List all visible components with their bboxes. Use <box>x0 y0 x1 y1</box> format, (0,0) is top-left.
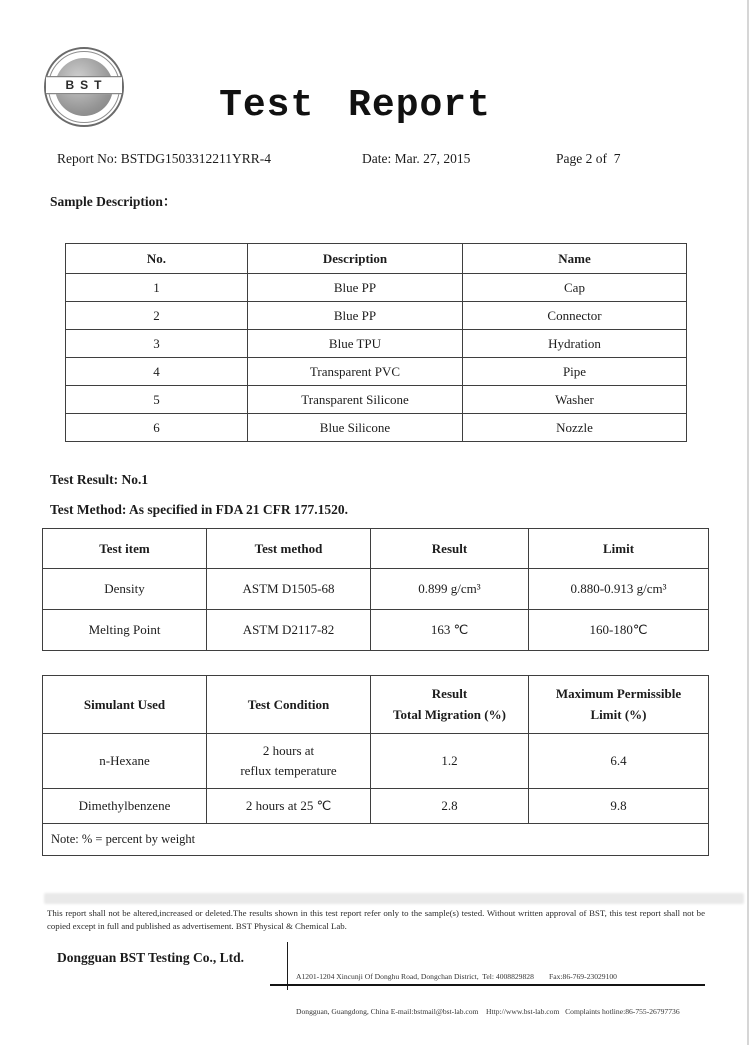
address-line-2: Dongguan, Guangdong, China E-mail:bstmail@bst-lab.com Http://www.bst-lab.com Complaints hotline:86-755-26797736 <box>296 1006 680 1016</box>
company-address <box>296 948 716 1040</box>
test-method-heading: Test Method: As specified in FDA 21 CFR 177.1520. <box>50 502 349 517</box>
scan-artifact-band <box>44 893 744 904</box>
cell-limit: 9.8 <box>529 789 709 824</box>
cell-result: 2.8 <box>371 789 529 824</box>
table-header-row <box>66 244 687 274</box>
table-row <box>66 386 687 414</box>
cell-no: 2 <box>66 302 248 330</box>
cell-simulant: n-Hexane <box>43 734 207 789</box>
cell-test-method: ASTM D1505-68 <box>207 569 371 610</box>
cell-no: 6 <box>66 414 248 442</box>
table-row <box>66 330 687 358</box>
physical-test-table <box>42 528 709 651</box>
cell-no: 5 <box>66 386 248 414</box>
cell-condition: 2 hours at 25 ℃ <box>207 789 371 824</box>
disclaimer-text: This report shall not be altered,increased or deleted.The results shown in this test report refer only to the sample(s) tested. Without written approval of BST, this test report shall not be copied except in full and published as advertisement. BST Physical & Chemical Lab. <box>47 908 705 931</box>
cell-name: Washer <box>463 386 687 414</box>
table-row <box>66 414 687 442</box>
col-limit: Limit <box>529 529 709 569</box>
test-result-heading: Test Result: No.1 <box>50 472 149 487</box>
cell-limit: 0.880-0.913 g/cm³ <box>529 569 709 610</box>
cell-limit: 6.4 <box>529 734 709 789</box>
table-row <box>43 734 709 789</box>
col-no: No. <box>66 244 248 274</box>
cell-test-item: Melting Point <box>43 610 207 651</box>
col-test-item: Test item <box>43 529 207 569</box>
table-header-row <box>43 529 709 569</box>
col-description: Description <box>248 244 463 274</box>
cell-name: Pipe <box>463 358 687 386</box>
cell-description: Blue PP <box>248 302 463 330</box>
table-row <box>43 569 709 610</box>
table-row <box>66 358 687 386</box>
col-maximum-permissible-limit: Maximum Permissible Limit (%) <box>529 676 709 734</box>
cell-description: Transparent Silicone <box>248 386 463 414</box>
cell-limit: 160-180℃ <box>529 610 709 651</box>
address-line-1: A1201-1204 Xincunji Of Donghu Road, Dongchan District, Tel: 4008829828 Fax:86-769-23029100 <box>296 972 617 981</box>
cell-description: Blue TPU <box>248 330 463 358</box>
cell-result: 163 ℃ <box>371 610 529 651</box>
migration-test-table <box>42 675 709 856</box>
sample-description-heading: Sample Description： <box>50 194 177 209</box>
table-row <box>43 610 709 651</box>
col-result-total-migration: Result Total Migration (%) <box>371 676 529 734</box>
cell-result: 1.2 <box>371 734 529 789</box>
cell-no: 4 <box>66 358 248 386</box>
cell-simulant: Dimethylbenzene <box>43 789 207 824</box>
cell-name: Hydration <box>463 330 687 358</box>
report-date: Date: Mar. 27, 2015 <box>362 151 471 166</box>
cell-result: 0.899 g/cm³ <box>371 569 529 610</box>
table-note-row <box>43 824 709 856</box>
table-header-row <box>43 676 709 734</box>
col-simulant-used: Simulant Used <box>43 676 207 734</box>
cell-description: Blue PP <box>248 274 463 302</box>
table-row <box>43 789 709 824</box>
col-test-condition: Test Condition <box>207 676 371 734</box>
bst-logo-text: BST <box>46 76 122 94</box>
cell-condition: 2 hours at reflux temperature <box>207 734 371 789</box>
cell-name: Nozzle <box>463 414 687 442</box>
cell-name: Connector <box>463 302 687 330</box>
col-name: Name <box>463 244 687 274</box>
cell-test-item: Density <box>43 569 207 610</box>
cell-no: 1 <box>66 274 248 302</box>
page-indicator: Page 2 of 7 <box>556 151 621 166</box>
col-result: Result <box>371 529 529 569</box>
page-edge-line <box>747 0 749 1045</box>
footer-horizontal-rule <box>270 984 705 986</box>
cell-name: Cap <box>463 274 687 302</box>
page-title: Test Report <box>219 84 491 127</box>
cell-test-method: ASTM D2117-82 <box>207 610 371 651</box>
footer-vertical-divider <box>287 942 288 990</box>
table-row <box>66 274 687 302</box>
cell-description: Transparent PVC <box>248 358 463 386</box>
sample-description-table <box>65 243 687 442</box>
note-text: Note: % = percent by weight <box>43 824 709 856</box>
cell-description: Blue Silicone <box>248 414 463 442</box>
table-row <box>66 302 687 330</box>
report-number: Report No: BSTDG1503312211YRR-4 <box>57 151 272 166</box>
cell-no: 3 <box>66 330 248 358</box>
company-name: Dongguan BST Testing Co., Ltd. <box>57 950 244 965</box>
col-test-method: Test method <box>207 529 371 569</box>
